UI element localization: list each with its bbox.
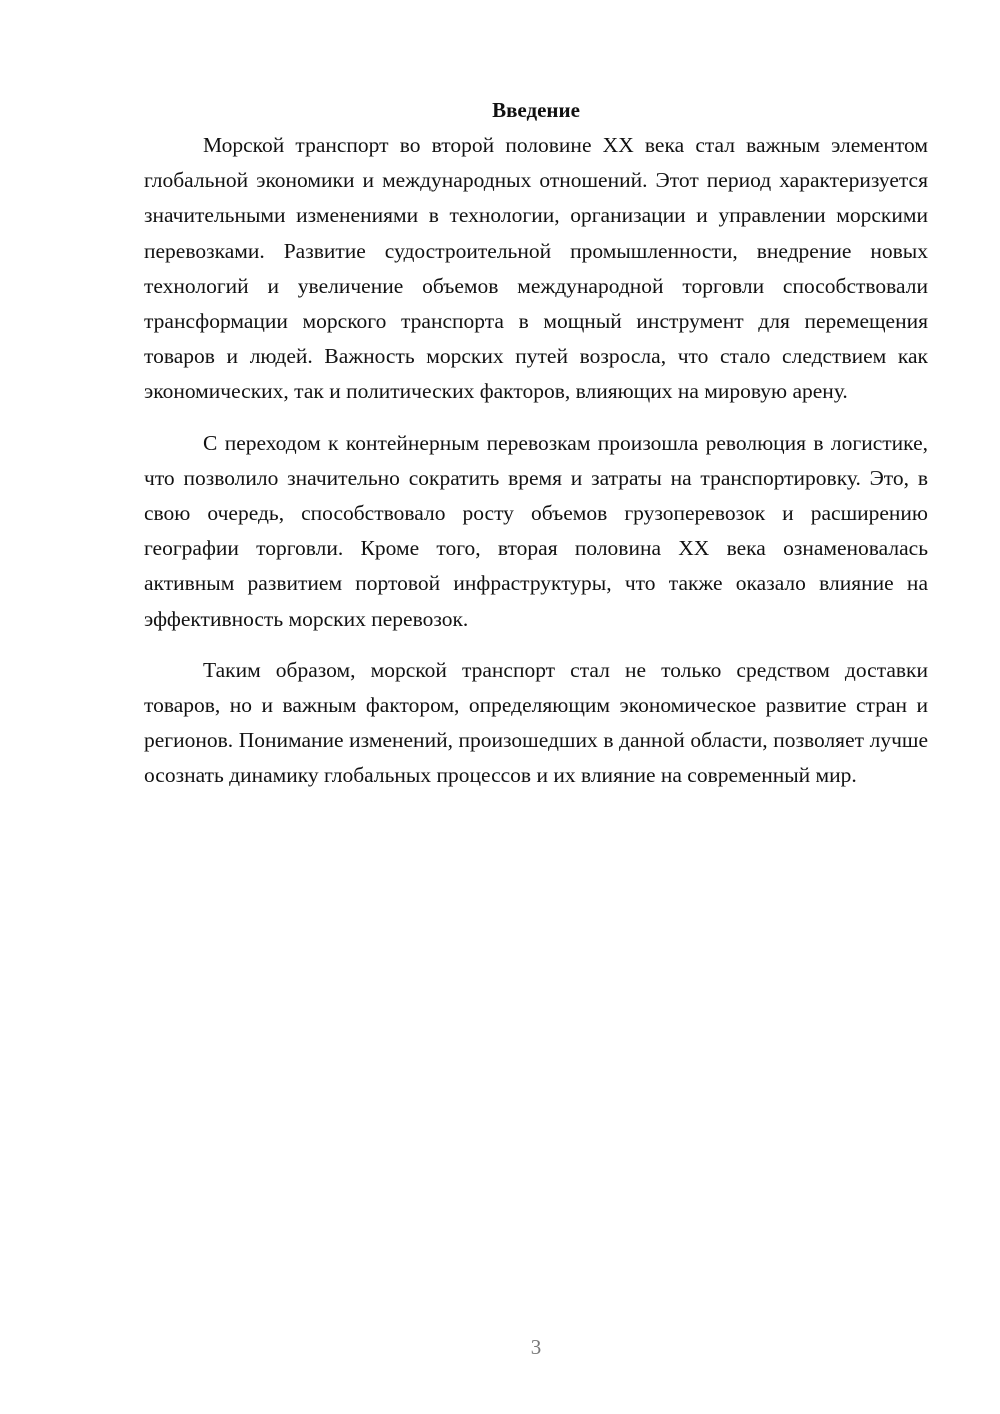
paragraph-2: С переходом к контейнерным перевозкам произошла революция в логистике, что позволило значительно сократить время и затраты на транспортировку. Это, в свою очередь, способствовало росту объемов грузоперевозок и расширению географии торговли. Кроме того, вторая половина XX века ознаменовалась активным развитием портовой инфраструктуры, что также оказало влияние на эффективность морских перевозок. [144, 430, 928, 631]
page-number: 3 [530, 1335, 542, 1359]
paragraph-3: Таким образом, морской транспорт стал не только средством доставки товаров, но и важным фактором, определяющим экономическое развитие стран и регионов. Понимание изменений, произошедших в данной области, позволяет лучше осознать динамику глобальных процессов и их влияние на современный мир. [144, 657, 928, 788]
paragraph-1: Морской транспорт во второй половине XX века стал важным элементом глобальной экономики и международных отношений. Этот период характеризуется значительными изменениями в технологии, организации и управлении морскими перевозками. Развитие судостроительной промышленности, внедрение новых технологий и увеличение объемов международной торговли способствовали трансформации морского транспорта в мощный инструмент для перемещения товаров и людей. Важность морских путей возросла, что стало следствием как экономических, так и политических факторов, влияющих на мировую арену. [144, 133, 928, 404]
page-content [144, 95, 928, 794]
section-heading: Введение [492, 98, 580, 122]
